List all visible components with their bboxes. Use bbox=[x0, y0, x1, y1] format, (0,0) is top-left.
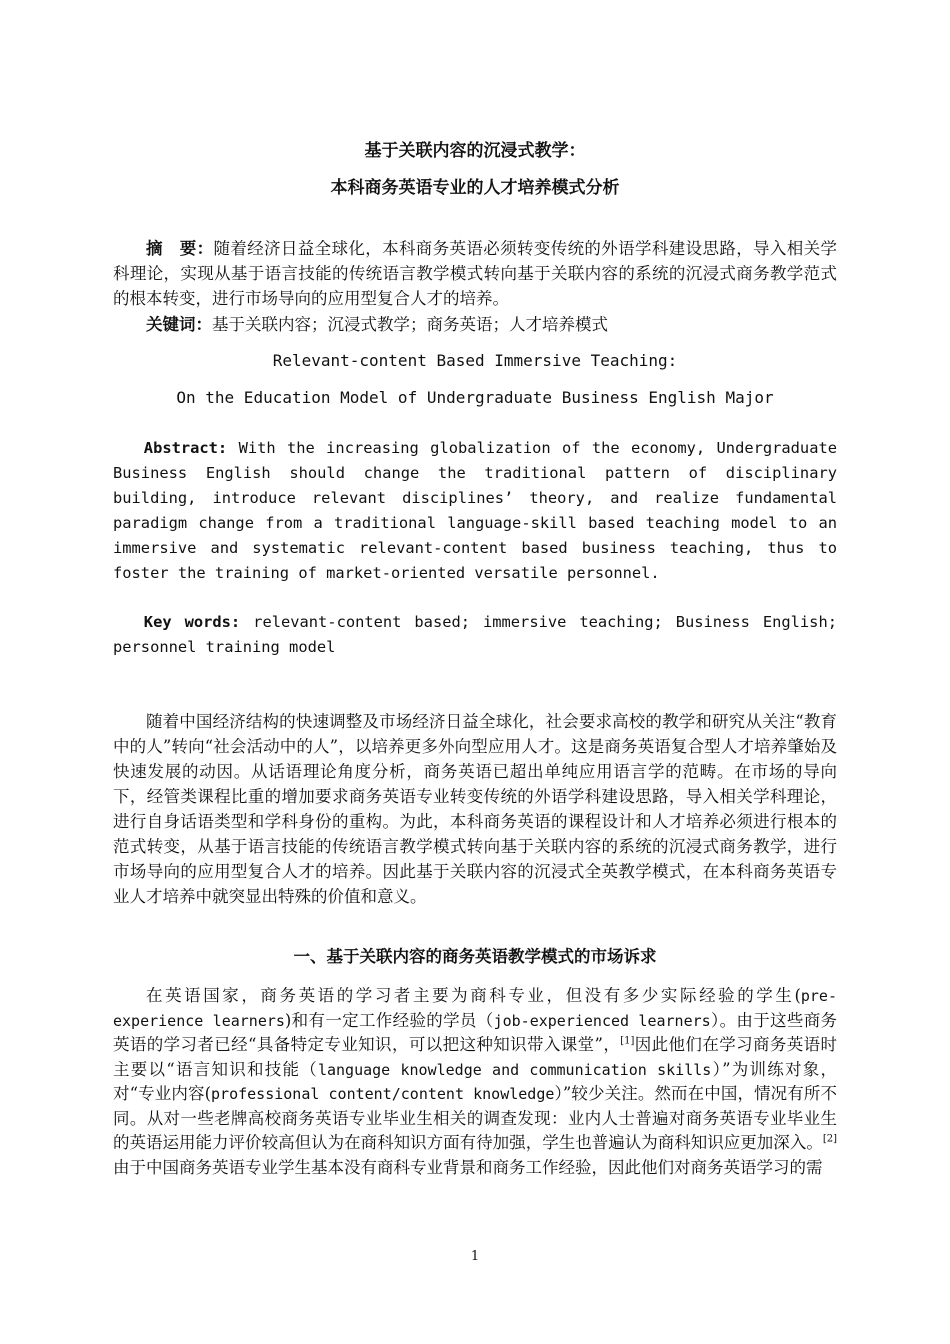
en-title-line-2: On the Education Model of Undergraduate Business English Major bbox=[176, 388, 774, 407]
en-keywords-text: relevant-content based; immersive teaching; Business English; personnel training model bbox=[113, 613, 837, 656]
cn-keywords-label: 关键词： bbox=[146, 315, 212, 334]
page-number: 1 bbox=[470, 1249, 480, 1264]
section-1-term-language-knowledge: language knowledge and communication skills bbox=[317, 1060, 712, 1079]
cn-abstract-label: 摘 要： bbox=[146, 239, 214, 258]
cn-keywords-text: 基于关联内容；沉浸式教学；商务英语；人才培养模式 bbox=[212, 315, 608, 334]
citation-1: [1] bbox=[620, 1035, 635, 1047]
section-1-text-h: ）”为训练对象，对“专业内容( bbox=[113, 1059, 838, 1103]
en-title-line-1: Relevant-content Based Immersive Teaching: bbox=[272, 351, 678, 370]
en-abstract-text: With the increasing globalization of the economy, Undergraduate Business English should change the traditional pattern of disciplinary building, introduce relevant disciplines’ theory, and realize fundamental paradigm change from a traditional language-skill based teaching model to an immersive and systematic relevant-content based business teaching, thus to foster the training of market-oriented versatile personnel. bbox=[113, 439, 837, 582]
en-abstract bbox=[113, 436, 837, 586]
section-1-term-job-experienced: job-experienced learners bbox=[493, 1011, 711, 1030]
section-1-term-pre-experience: pre-experience learners bbox=[113, 987, 837, 1030]
cn-abstract-text: 随着经济日益全球化，本科商务英语必须转变传统的外语学科建设思路，导入相关学科理论，实现从基于语言技能的传统语言教学模式转向基于关联内容的系统的沉浸式商务教学范式的根本转变，进行市场导向的应用型复合人才的培养。 bbox=[113, 239, 838, 308]
section-1-term-professional-content: professional content/content knowledge bbox=[211, 1085, 555, 1103]
section-1-text-c: )和有一定工作经验的学员（ bbox=[284, 1010, 494, 1030]
citation-2: [2] bbox=[822, 1133, 837, 1145]
section-1-text-a: 在英语国家，商务英语的学习者主要为商科专业，但没有多少实际经验的学生( bbox=[146, 986, 801, 1005]
cn-abstract bbox=[113, 236, 837, 311]
section-1-heading: 一、基于关联内容的商务英语教学模式的市场诉求 bbox=[293, 947, 657, 966]
en-abstract-label: Abstract: bbox=[143, 439, 228, 457]
section-1-text-f: 因此他们在学习商务英语时主要以“语言知识和技能（ bbox=[113, 1035, 837, 1079]
section-1-text-k: 由于中国商务英语专业学生基本没有商科专业背景和商务工作经验，因此他们对商务英语学习的需 bbox=[113, 1157, 823, 1177]
en-keywords-label: Key words: bbox=[143, 613, 241, 631]
cn-title-line-1: 基于关联内容的沉浸式教学： bbox=[364, 141, 586, 161]
cn-title-line-2: 本科商务英语专业的人才培养模式分析 bbox=[330, 178, 620, 198]
section-1-paragraph bbox=[113, 984, 837, 1180]
cn-keywords bbox=[113, 312, 837, 337]
intro-paragraph: 随着中国经济结构的快速调整及市场经济日益全球化，社会要求高校的教学和研究从关注“教育中的人”转向“社会活动中的人”，以培养更多外向型应用人才。这是商务英语复合型人才培养肇始及快速发展的动因。从话语理论角度分析，商务英语已超出单纯应用语言学的范畴。在市场的导向下，经管类课程比重的增加要求商务英语专业转变传统的外语学科建设思路，导入相关学科理论，进行自身话语类型和学科身份的重构。为此，本科商务英语的课程设计和人才培养必须进行根本的范式转变，从基于语言技能的传统语言教学模式转向基于关联内容的系统的沉浸式商务教学，进行市场导向的应用型复合人才的培养。因此基于关联内容的沉浸式全英教学模式，在本科商务英语专业人才培养中就突显出特殊的价值和意义。 bbox=[113, 712, 837, 906]
section-1-text-e: ）。由于这些商务英语的学习者已经“具备特定专业知识，可以把这种知识带入课堂”， bbox=[113, 1010, 838, 1054]
en-keywords bbox=[113, 610, 837, 660]
section-1-text-j: ）”较少关注。然而在中国，情况有所不同。从对一些老牌高校商务英语专业毕业生相关的调查发现：业内人士普遍对商务英语专业毕业生的英语运用能力评价较高但认为在商科知识方面有待加强，学生也普遍认为商科知识应更加深入。 bbox=[113, 1084, 838, 1152]
